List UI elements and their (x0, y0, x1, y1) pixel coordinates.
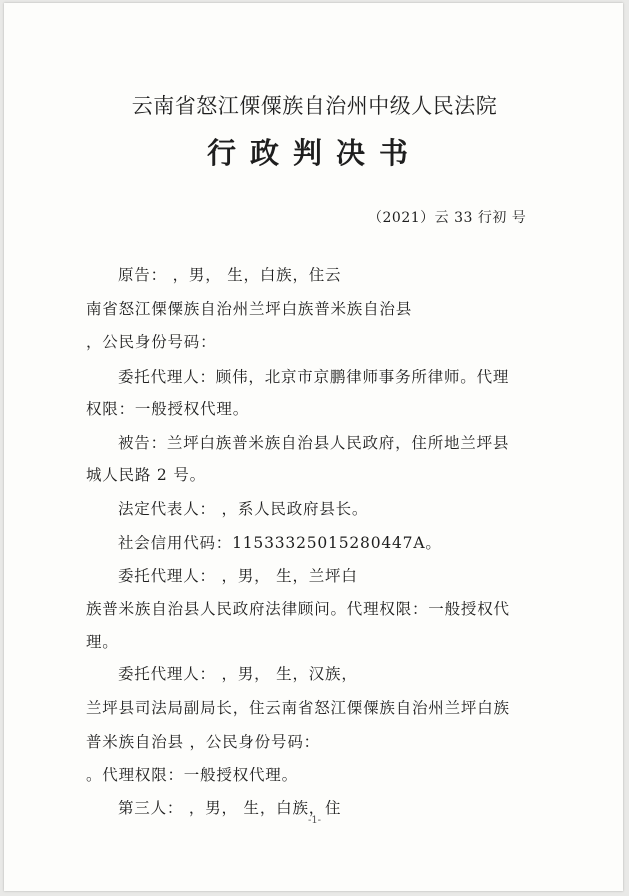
page-number: -1- (307, 815, 322, 826)
body-line: 族普米族自治县人民政府法律顾问。代理权限：一般授权代 (86, 600, 510, 618)
body-line: 城人民路 2 号。 (86, 466, 206, 484)
body-line: 法定代表人： ，系人民政府县长。 (118, 500, 369, 518)
body-line: 原告： ，男， 生，白族，住云 (118, 266, 342, 284)
body-line: 南省怒江傈僳族自治州兰坪白族普米族自治县 (86, 300, 413, 318)
case-number: （2021）云 33 行初 号 (368, 210, 527, 226)
body-line: ，公民身份号码： (86, 333, 217, 351)
body-line: 委托代理人： ，男， 生，兰坪白 (118, 567, 358, 585)
body-line: 兰坪县司法局副局长，住云南省怒江傈僳族自治州兰坪白族 (86, 699, 510, 717)
body-line: 权限：一般授权代理。 (86, 400, 250, 418)
body-line: 被告：兰坪白族普米族自治县人民政府，住所地兰坪县 (118, 434, 510, 452)
body-line: 第三人： ，男， 生，白族，住 (118, 799, 342, 817)
document-type: 行政判决书 (206, 136, 422, 170)
body-line: 。代理权限：一般授权代理。 (86, 766, 298, 784)
body-line: 普米族自治县 ，公民身份号码： (86, 733, 320, 751)
body-line: 委托代理人： ，男， 生，汉族， (118, 665, 358, 683)
body-line: 社会信用代码：11533325015280447A。 (118, 534, 442, 552)
body-line: 理。 (86, 633, 119, 651)
body-line: 委托代理人：顾伟，北京市京鹏律师事务所律师。代理 (118, 368, 510, 386)
court-name: 云南省怒江傈僳族自治州中级人民法院 (131, 94, 498, 118)
